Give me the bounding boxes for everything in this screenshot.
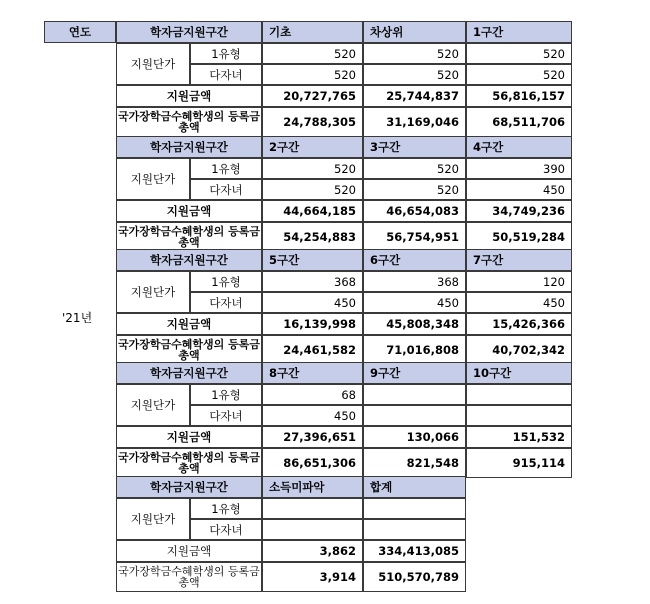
section-header: 학자금지원구간 (116, 21, 262, 43)
type1-label: 1유형 (190, 158, 262, 179)
column-header: 3구간 (363, 136, 466, 158)
type1-value: 520 (363, 43, 466, 64)
unit-price-label: 지원단가 (116, 498, 190, 540)
unit-price-label: 지원단가 (116, 43, 190, 85)
support-amount-value: 44,664,185 (262, 200, 363, 222)
tuition-total-label: 국가장학금수혜학생의 등록금총액 (116, 562, 262, 592)
support-amount-value: 45,808,348 (363, 313, 466, 335)
multi-child-label: 다자녀 (190, 519, 262, 540)
support-amount-value: 27,396,651 (262, 426, 363, 448)
multi-child-value (363, 519, 466, 540)
tuition-total-label: 국가장학금수혜학생의 등록금총액 (116, 448, 262, 478)
column-header: 7구간 (466, 249, 572, 271)
tuition-total-value: 71,016,808 (363, 335, 466, 365)
type1-value: 368 (262, 271, 363, 292)
multi-child-value (466, 405, 572, 426)
tuition-total-value: 24,461,582 (262, 335, 363, 365)
support-amount-value: 56,816,157 (466, 85, 572, 107)
column-header: 1구간 (466, 21, 572, 43)
tuition-total-label: 국가장학금수혜학생의 등록금총액 (116, 107, 262, 137)
type1-label: 1유형 (190, 498, 262, 519)
multi-child-label: 다자녀 (190, 179, 262, 200)
tuition-total-value: 68,511,706 (466, 107, 572, 137)
multi-child-value: 520 (262, 179, 363, 200)
support-amount-label: 지원금액 (116, 426, 262, 448)
tuition-total-label: 국가장학금수혜학생의 등록금총액 (116, 222, 262, 252)
tuition-total-value: 31,169,046 (363, 107, 466, 137)
column-header: 차상위 (363, 21, 466, 43)
tuition-total-value: 40,702,342 (466, 335, 572, 365)
tuition-total-value: 821,548 (363, 448, 466, 478)
type1-value: 520 (262, 43, 363, 64)
tuition-total-value: 3,914 (262, 562, 363, 592)
column-header: 소득미파악 (262, 476, 363, 498)
tuition-total-value: 510,570,789 (363, 562, 466, 592)
support-amount-value: 130,066 (363, 426, 466, 448)
unit-price-label: 지원단가 (116, 271, 190, 313)
support-amount-label: 지원금액 (116, 200, 262, 222)
section-header: 학자금지원구간 (116, 362, 262, 384)
column-header: 8구간 (262, 362, 363, 384)
tuition-total-value: 86,651,306 (262, 448, 363, 478)
type1-value: 520 (363, 158, 466, 179)
tuition-total-value: 915,114 (466, 448, 572, 478)
multi-child-value: 450 (466, 179, 572, 200)
support-amount-value: 46,654,083 (363, 200, 466, 222)
multi-child-value: 450 (363, 292, 466, 313)
unit-price-label: 지원단가 (116, 384, 190, 426)
column-header: 기초 (262, 21, 363, 43)
multi-child-value: 520 (363, 179, 466, 200)
type1-value: 390 (466, 158, 572, 179)
tuition-total-value: 56,754,951 (363, 222, 466, 252)
type1-value (262, 498, 363, 519)
support-amount-label: 지원금액 (116, 540, 262, 562)
column-header: 6구간 (363, 249, 466, 271)
multi-child-value: 520 (262, 64, 363, 85)
tuition-total-value: 54,254,883 (262, 222, 363, 252)
support-amount-value: 16,139,998 (262, 313, 363, 335)
column-header: 10구간 (466, 362, 572, 384)
year-value: '21년 (62, 311, 93, 325)
support-amount-value: 151,532 (466, 426, 572, 448)
type1-value: 520 (262, 158, 363, 179)
support-amount-value: 25,744,837 (363, 85, 466, 107)
multi-child-value (363, 405, 466, 426)
multi-child-label: 다자녀 (190, 405, 262, 426)
type1-value (466, 384, 572, 405)
multi-child-label: 다자녀 (190, 64, 262, 85)
column-header: 2구간 (262, 136, 363, 158)
support-amount-label: 지원금액 (116, 85, 262, 107)
column-header: 9구간 (363, 362, 466, 384)
multi-child-value: 520 (363, 64, 466, 85)
type1-value (363, 498, 466, 519)
section-header: 학자금지원구간 (116, 476, 262, 498)
support-amount-value: 34,749,236 (466, 200, 572, 222)
section-header: 학자금지원구간 (116, 249, 262, 271)
type1-label: 1유형 (190, 384, 262, 405)
tuition-total-label: 국가장학금수혜학생의 등록금총액 (116, 335, 262, 365)
type1-value: 520 (466, 43, 572, 64)
type1-label: 1유형 (190, 43, 262, 64)
support-amount-value: 334,413,085 (363, 540, 466, 562)
type1-value: 368 (363, 271, 466, 292)
column-header: 합계 (363, 476, 466, 498)
multi-child-value: 450 (262, 405, 363, 426)
unit-price-label: 지원단가 (116, 158, 190, 200)
tuition-total-value: 50,519,284 (466, 222, 572, 252)
multi-child-value: 450 (466, 292, 572, 313)
type1-label: 1유형 (190, 271, 262, 292)
support-amount-value: 3,862 (262, 540, 363, 562)
year-header: 연도 (44, 21, 116, 43)
type1-value: 68 (262, 384, 363, 405)
multi-child-value (262, 519, 363, 540)
tuition-total-value: 24,788,305 (262, 107, 363, 137)
multi-child-value: 520 (466, 64, 572, 85)
type1-value: 120 (466, 271, 572, 292)
column-header: 5구간 (262, 249, 363, 271)
support-amount-label: 지원금액 (116, 313, 262, 335)
support-amount-value: 20,727,765 (262, 85, 363, 107)
support-amount-value: 15,426,366 (466, 313, 572, 335)
type1-value (363, 384, 466, 405)
multi-child-value: 450 (262, 292, 363, 313)
column-header: 4구간 (466, 136, 572, 158)
multi-child-label: 다자녀 (190, 292, 262, 313)
section-header: 학자금지원구간 (116, 136, 262, 158)
